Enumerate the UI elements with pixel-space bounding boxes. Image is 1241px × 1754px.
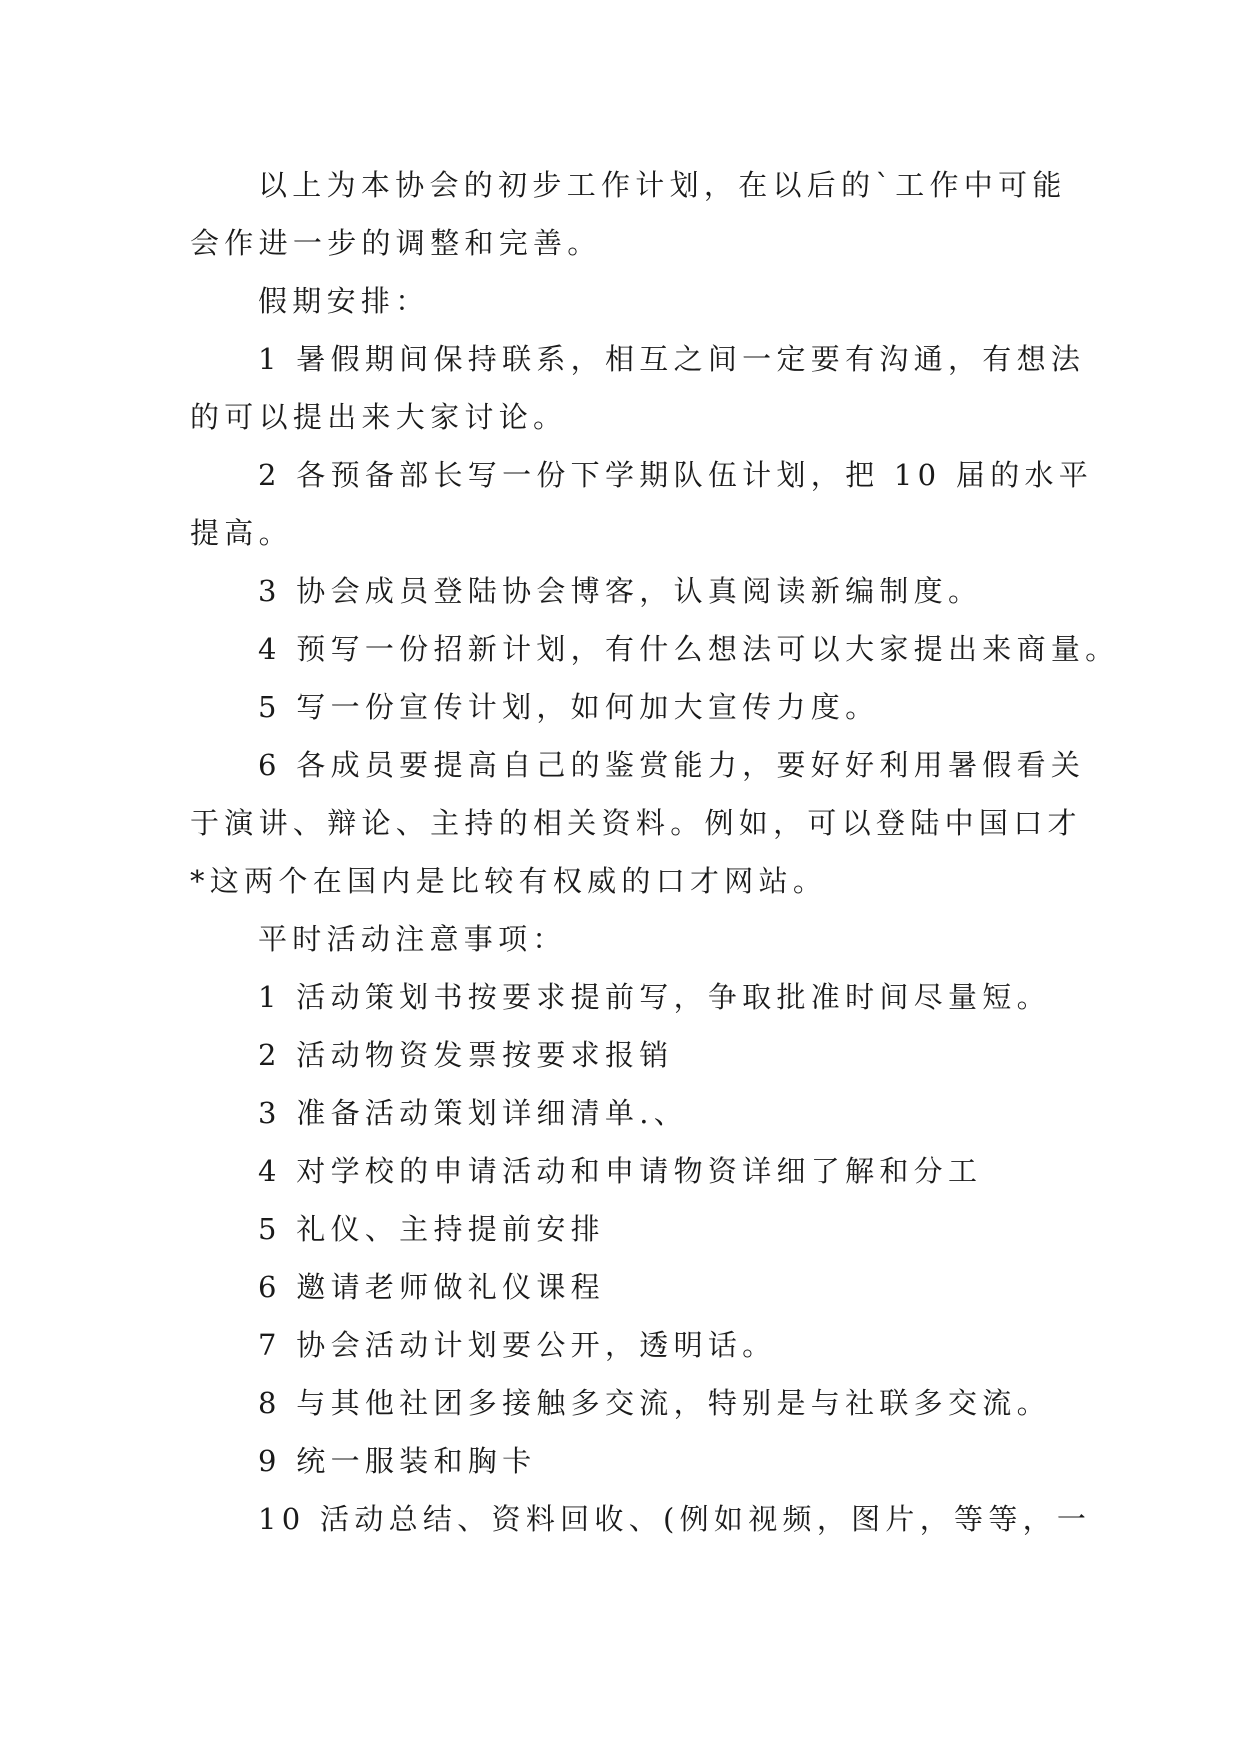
list-item: 3 准备活动策划详细清单.、 [258,1096,689,1130]
list-item: 6 各成员要提高自己的鉴赏能力，要好好利用暑假看关 [258,748,1086,782]
list-item: 4 对学校的申请活动和申请物资详细了解和分工 [258,1154,983,1188]
list-item: 10 活动总结、资料回收、(例如视频，图片，等等，一 [258,1502,1092,1536]
list-item: 3 协会成员登陆协会博客，认真阅读新编制度。 [258,574,983,608]
list-item: 1 活动策划书按要求提前写，争取批准时间尽量短。 [258,980,1051,1014]
paragraph-line: *这两个在国内是比较有权威的口才网站。 [190,864,828,898]
list-item: 2 活动物资发票按要求报销 [258,1038,674,1072]
section-heading: 假期安排： [258,284,430,318]
list-item: 6 邀请老师做礼仪课程 [258,1270,605,1304]
list-item: 7 协会活动计划要公开，透明话。 [258,1328,777,1362]
list-item: 2 各预备部长写一份下学期队伍计划，把 10 届的水平 [258,458,1094,492]
paragraph-line: 提高。 [190,516,293,550]
list-item: 9 统一服装和胸卡 [258,1444,537,1478]
list-item: 4 预写一份招新计划，有什么想法可以大家提出来商量。 [258,632,1120,666]
section-heading: 平时活动注意事项： [258,922,567,956]
paragraph-line: 会作进一步的调整和完善。 [190,226,602,260]
paragraph-line: 于演讲、辩论、主持的相关资料。例如，可以登陆中国口才 [190,806,1082,840]
list-item: 5 礼仪、主持提前安排 [258,1212,605,1246]
list-item: 1 暑假期间保持联系，相互之间一定要有沟通，有想法 [258,342,1086,376]
paragraph-line: 的可以提出来大家讨论。 [190,400,568,434]
list-item: 8 与其他社团多接触多交流，特别是与社联多交流。 [258,1386,1051,1420]
paragraph-line: 以上为本协会的初步工作计划，在以后的`工作中可能 [258,168,1067,202]
list-item: 5 写一份宣传计划，如何加大宣传力度。 [258,690,880,724]
